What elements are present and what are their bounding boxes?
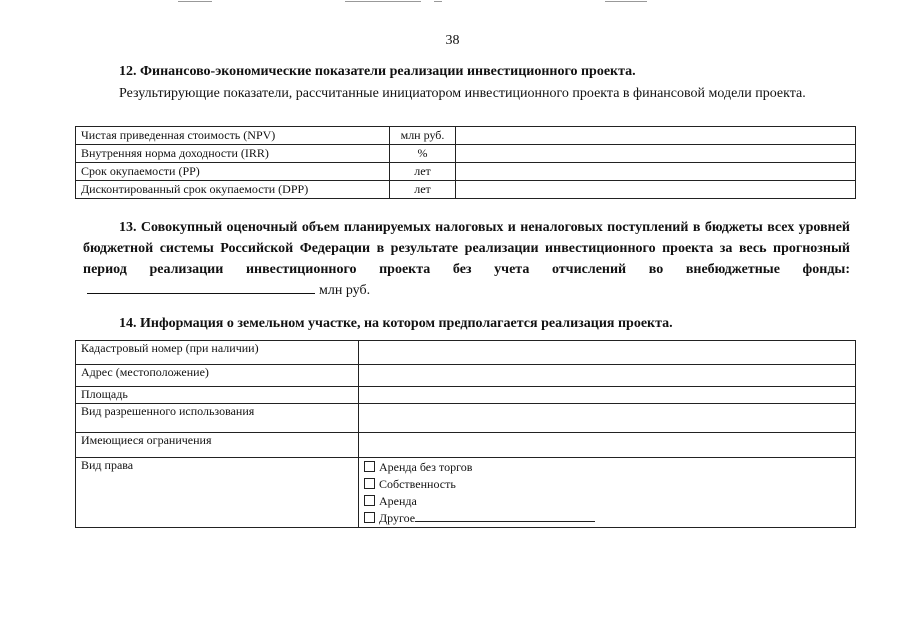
checkbox-icon[interactable]: [364, 512, 375, 523]
rights-option-ownership[interactable]: [364, 476, 850, 493]
indicator-label: Дисконтированный срок окупаемости (DPP): [76, 181, 390, 199]
table-row: [76, 341, 856, 365]
section-13-body: 13. Совокупный оценочный объем планируемых налоговых и неналоговых поступлений в бюджеты всех уровней бюджетной системы Российской Федерации в результате реализации инвестиционного проекта за весь прогнозный период реализации инвестиционного проекта без учета отчислений во внебюджетные фонды:: [83, 220, 850, 277]
table-row: [76, 145, 856, 163]
land-row-label: Вид разрешенного использования: [76, 404, 359, 433]
page-number: 38: [445, 33, 460, 48]
table-row: [76, 181, 856, 199]
checkbox-icon[interactable]: [364, 495, 375, 506]
land-row-label: Адрес (местоположение): [76, 365, 359, 387]
option-label: Другое: [379, 511, 416, 525]
indicator-unit: лет: [390, 163, 456, 181]
land-row-value-field[interactable]: [359, 433, 856, 458]
indicator-unit: млн руб.: [390, 127, 456, 145]
land-row-value-field[interactable]: [359, 387, 856, 404]
land-plot-table: [75, 340, 856, 528]
indicator-value-field[interactable]: [456, 163, 856, 181]
table-row: [76, 127, 856, 145]
indicator-value-field[interactable]: [456, 181, 856, 199]
other-blank-field[interactable]: [415, 510, 595, 522]
financial-indicators-table: [75, 126, 856, 199]
rights-option-lease-no-tender[interactable]: [364, 459, 850, 476]
indicator-label: Чистая приведенная стоимость (NPV): [76, 127, 390, 145]
section-13-unit: млн руб.: [319, 283, 371, 298]
rights-option-lease[interactable]: [364, 493, 850, 510]
rights-type-label: Вид права: [76, 458, 359, 528]
rights-option-other[interactable]: [364, 510, 850, 527]
table-row: [76, 387, 856, 404]
land-row-value-field[interactable]: [359, 341, 856, 365]
land-row-value-field[interactable]: [359, 404, 856, 433]
indicator-value-field[interactable]: [456, 145, 856, 163]
option-label: Аренда: [379, 494, 417, 508]
table-row: [76, 433, 856, 458]
table-row: [76, 458, 856, 528]
table-row: [76, 163, 856, 181]
land-row-label: Кадастровый номер (при наличии): [76, 341, 359, 365]
top-scan-marks: [0, 0, 905, 4]
tax-revenue-blank-field[interactable]: [87, 281, 315, 294]
checkbox-icon[interactable]: [364, 461, 375, 472]
indicator-label: Срок окупаемости (PP): [76, 163, 390, 181]
checkbox-icon[interactable]: [364, 478, 375, 489]
indicator-value-field[interactable]: [456, 127, 856, 145]
option-label: Аренда без торгов: [379, 460, 473, 474]
section-13-text: [83, 217, 850, 301]
table-row: [76, 404, 856, 433]
land-row-label: Площадь: [76, 387, 359, 404]
land-row-label: Имеющиеся ограничения: [76, 433, 359, 458]
indicator-label: Внутренняя норма доходности (IRR): [76, 145, 390, 163]
section-14-title: 14. Информация о земельном участке, на котором предполагается реализация проекта.: [119, 316, 673, 331]
section-12-title: 12. Финансово-экономические показатели реализации инвестиционного проекта.: [119, 64, 636, 79]
section-12-paragraph: Результирующие показатели, рассчитанные инициатором инвестиционного проекта в финансовой модели проекта.: [119, 86, 806, 101]
indicator-unit: %: [390, 145, 456, 163]
table-row: [76, 365, 856, 387]
rights-options-cell: [359, 458, 856, 528]
indicator-unit: лет: [390, 181, 456, 199]
land-row-value-field[interactable]: [359, 365, 856, 387]
option-label: Собственность: [379, 477, 456, 491]
